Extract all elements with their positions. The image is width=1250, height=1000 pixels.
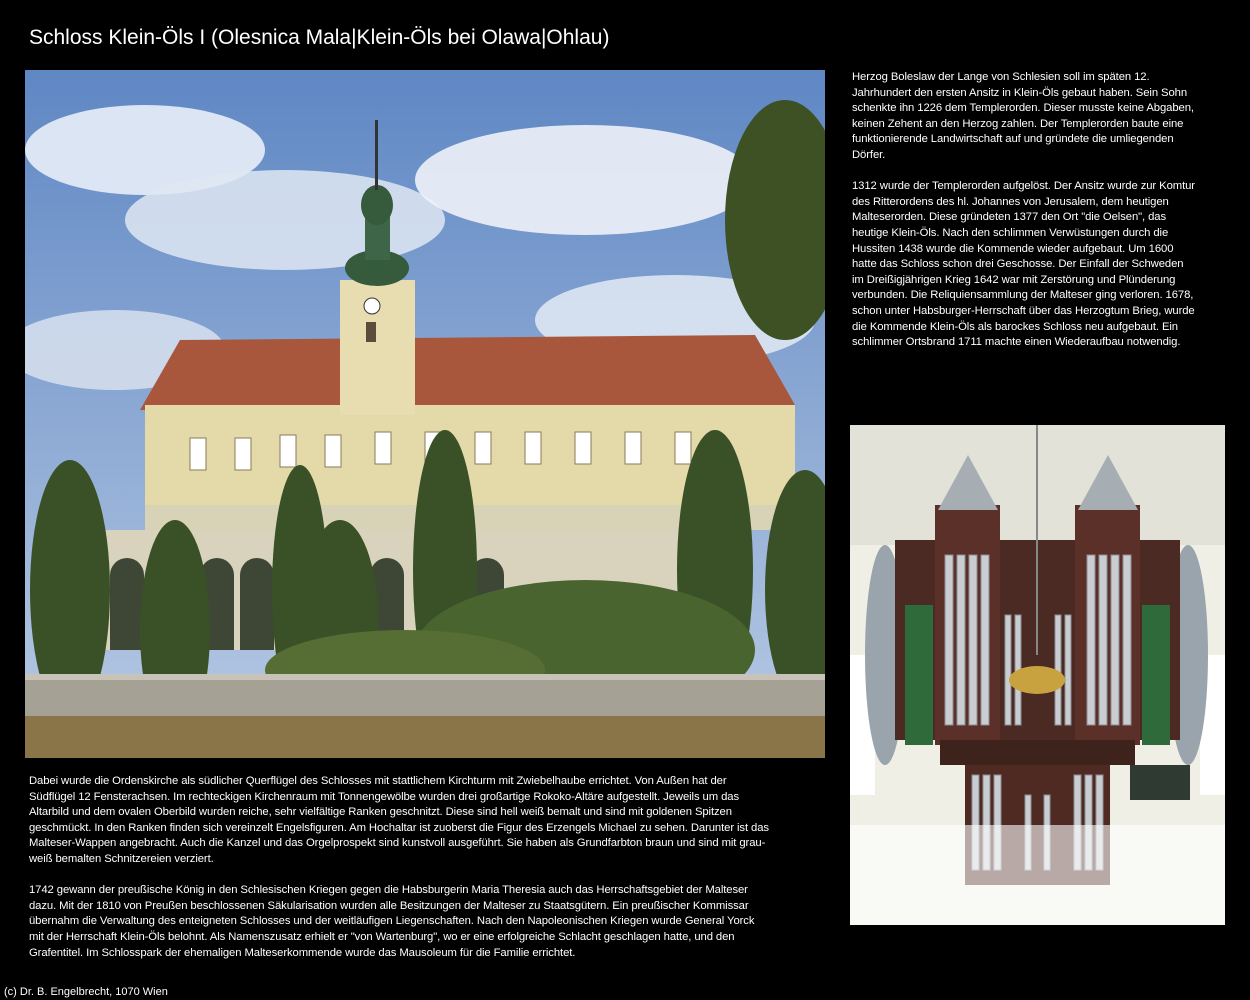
organ-photo xyxy=(850,425,1225,925)
history-paragraph: 1312 wurde der Templerorden aufgelöst. Der Ansitz wurde zur Komtur des Ritterordens des hl. Johannes von Jerusalem, dem heutigen Malteserorden. Diese gründeten 1377 den Ort "die Oelsen", das heutige Klein-Öls. Nach den schlimmen Verwüstungen durch die Hussiten 1438 wurde die Kommende wieder aufgebaut. Um 1600 hatte das Schloss schon drei Geschosse. Der Einfall der Schweden im Dreißigjährigen Krieg 1642 war mit Zerstörung und Plünderung verbunden. Die Reliquiensammlung der Malteser ging verloren. 1678, schon unter Habsburger-Herrschaft über das Herzogtum Brieg, wurde die Kommende Klein-Öls als barockes Schloss neu aufgebaut. Ein schlimmer Ortsbrand 1711 machte einen Wiederaufbau notwendig. xyxy=(852,180,1195,349)
history-paragraph: Herzog Boleslaw der Lange von Schlesien soll im späten 12. Jahrhundert den ersten Ansitz in Klein-Öls gebaut haben. Sein Sohn schenkte ihn 1226 dem Templerorden. Dieser musste keine Abgaben, keinen Zehent an den Herzog zahlen. Der Templerorden baute eine funktionierende Landwirtschaft auf und gründete die umliegenden Dörfer. xyxy=(852,71,1194,161)
history-paragraph: 1742 gewann der preußische König in den Schlesischen Kriegen gegen die Habsburgerin Maria Theresia auch das Herrschaftsgebiet der Malteser dazu. Mit der 1810 von Preußen beschlossenen Säkularisation wurden alle Besitzungen der Malteser zu Staatsgütern. Ein preußischer Kommissar übernahm die Verwaltung des enteigneten Schlosses und der weitläufigen Liegenschaften. Nach den Napoleonischen Kriegen wurde General Yorck mit der Herrschaft Klein-Öls belohnt. Als Namenszusatz erhielt er "von Wartenburg", wo er eine erfolgreiche Schlacht geschlagen hatte, und den Grafentitel. Im Schlosspark der ehemaligen Malteserkommende wurde das Mausoleum für die Familie errichtet. xyxy=(29,884,755,959)
castle-photo-icon xyxy=(25,70,825,758)
history-paragraph: Dabei wurde die Ordenskirche als südlicher Querflügel des Schlosses mit stattlichem Kirchturm mit Zwiebelhaube errichtet. Von Außen hat der Südflügel 12 Fensterachsen. Im rechteckigen Kirchenraum mit Tonnengewölbe wurden drei großartige Rokoko-Altäre aufgestellt. Jeweils um das Altarbild und dem ovalen Oberbild wurden reiche, sehr vielfältige Ranken geschnitzt. Diese sind hell weiß bemalt und sind mit goldenen Spitzen geschmückt. In den Ranken finden sich vereinzelt Engelsfiguren. Am Hochaltar ist zuoberst die Figur des Erzengels Michael zu sehen. Darunter ist das Malteser-Wappen angebracht. Auch die Kanzel und das Orgelprospekt sind kunstvoll ausgeführt. Sie haben als Grundfarbton braun und sind mit grau-weiß bemalten Schnitzereien verziert. xyxy=(29,775,769,865)
organ-photo-icon xyxy=(850,425,1225,925)
history-text-left xyxy=(29,774,769,977)
history-text-right xyxy=(852,70,1197,366)
copyright-notice: (c) Dr. B. Engelbrecht, 1070 Wien xyxy=(4,986,168,998)
castle-photo xyxy=(25,70,825,758)
page-title: Schloss Klein-Öls I (Olesnica Mala|Klein-Öls bei Olawa|Ohlau) xyxy=(29,26,610,49)
